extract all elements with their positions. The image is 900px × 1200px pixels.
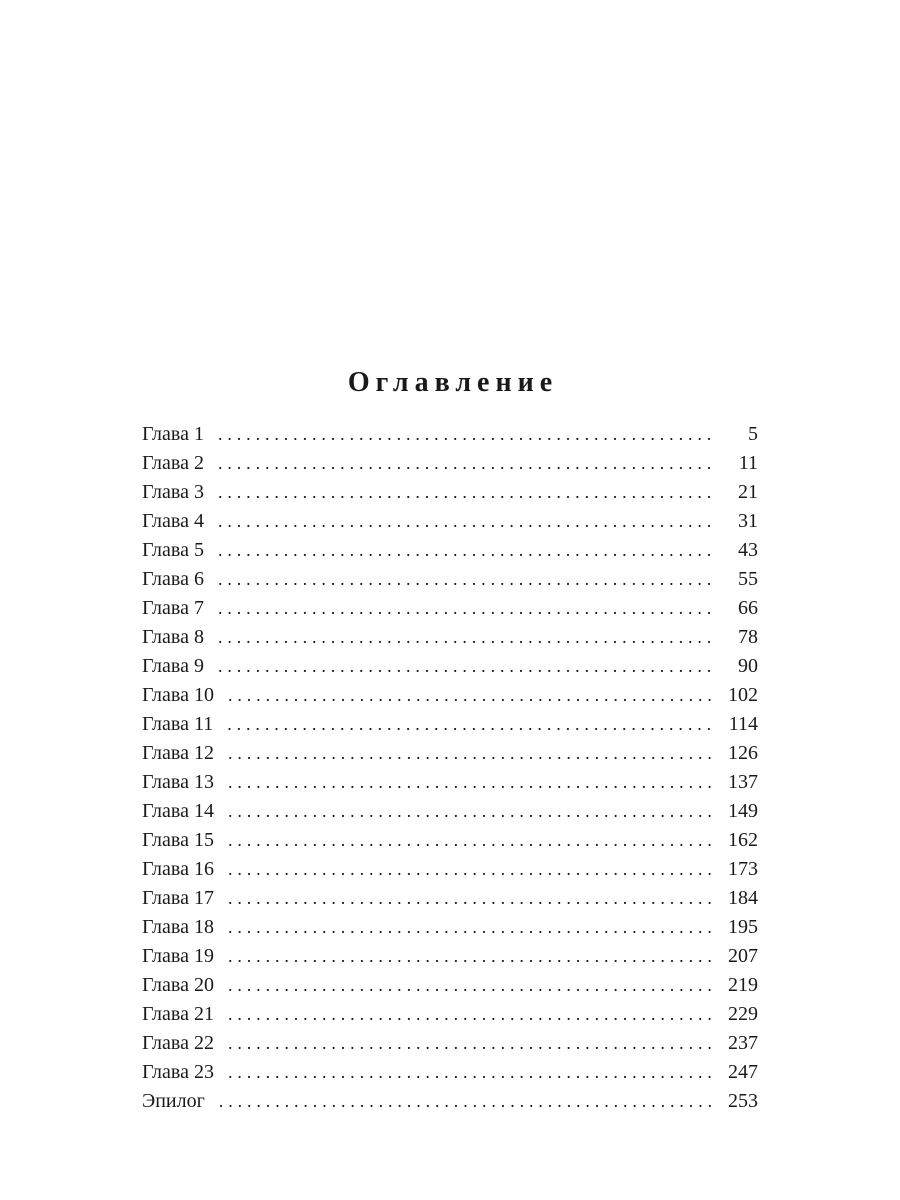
toc-entry-chapter: Глава 3 <box>142 481 204 503</box>
toc-entry <box>142 478 758 507</box>
toc-entry-chapter: Глава 12 <box>142 742 214 764</box>
toc-entry-page-number: 102 <box>728 684 758 706</box>
toc-entry-chapter: Глава 1 <box>142 423 204 445</box>
toc-entry-chapter: Глава 16 <box>142 858 214 880</box>
toc-entry <box>142 1087 758 1116</box>
toc-entry-chapter: Глава 14 <box>142 800 214 822</box>
toc-entry-chapter: Глава 11 <box>142 713 214 735</box>
toc-entry-chapter: Глава 18 <box>142 916 214 938</box>
toc-entry-dot-leader <box>218 565 712 594</box>
toc-entry-page-number: 31 <box>738 510 758 532</box>
toc-entry-page-number: 66 <box>738 597 758 619</box>
toc-entry <box>142 913 758 942</box>
toc-entry-page-number: 5 <box>748 423 758 445</box>
toc-entry <box>142 739 758 768</box>
toc-entry-page-number: 21 <box>738 481 758 503</box>
toc-entry-dot-leader <box>228 681 712 710</box>
toc-entry-chapter: Глава 5 <box>142 539 204 561</box>
toc-entry-page-number: 114 <box>728 713 758 735</box>
toc-entry <box>142 942 758 971</box>
toc-entry-page-number: 11 <box>738 452 758 474</box>
toc-entry-dot-leader <box>218 478 712 507</box>
toc-entry-page-number: 162 <box>728 829 758 851</box>
toc-entry <box>142 710 758 739</box>
toc-entry-dot-leader <box>228 942 712 971</box>
toc-entry-dot-leader <box>218 507 712 536</box>
toc-entry <box>142 1029 758 1058</box>
toc-entry-page-number: 55 <box>738 568 758 590</box>
toc-entry-page-number: 78 <box>738 626 758 648</box>
toc-entry-chapter: Эпилог <box>142 1090 205 1112</box>
toc-title: Оглавление <box>347 366 559 398</box>
toc-entry <box>142 594 758 623</box>
toc-entry-page-number: 219 <box>728 974 758 996</box>
toc-entry-dot-leader <box>228 739 712 768</box>
toc-entry-page-number: 237 <box>728 1032 758 1054</box>
toc-entry-dot-leader <box>228 1000 712 1029</box>
toc-entry <box>142 536 758 565</box>
toc-entry-page-number: 137 <box>728 771 758 793</box>
toc-entry-chapter: Глава 8 <box>142 626 204 648</box>
toc-entry <box>142 1058 758 1087</box>
toc-entry-dot-leader <box>228 797 712 826</box>
toc-entry-page-number: 195 <box>728 916 758 938</box>
toc-entry-chapter: Глава 22 <box>142 1032 214 1054</box>
toc-entry-dot-leader <box>228 826 712 855</box>
toc-entry <box>142 565 758 594</box>
toc-entry-page-number: 207 <box>728 945 758 967</box>
toc-entry-dot-leader <box>228 971 712 1000</box>
toc-entry <box>142 681 758 710</box>
toc-entry-chapter: Глава 10 <box>142 684 214 706</box>
toc-entry <box>142 652 758 681</box>
toc-entry-dot-leader <box>218 420 712 449</box>
toc-entry-page-number: 173 <box>728 858 758 880</box>
toc-entry-chapter: Глава 7 <box>142 597 204 619</box>
toc-entry <box>142 507 758 536</box>
toc-entry <box>142 797 758 826</box>
toc-entry-chapter: Глава 23 <box>142 1061 214 1083</box>
toc-entry-page-number: 126 <box>728 742 758 764</box>
toc-entry-dot-leader <box>228 768 712 797</box>
toc-entry <box>142 420 758 449</box>
toc-entry-chapter: Глава 6 <box>142 568 204 590</box>
toc-entry-chapter: Глава 4 <box>142 510 204 532</box>
toc-entry-dot-leader <box>228 1058 712 1087</box>
toc-entry <box>142 1000 758 1029</box>
toc-entry-page-number: 149 <box>728 800 758 822</box>
toc-entry-chapter: Глава 9 <box>142 655 204 677</box>
toc-entry-page-number: 184 <box>728 887 758 909</box>
toc-entry <box>142 623 758 652</box>
toc-entry <box>142 449 758 478</box>
toc-entry <box>142 884 758 913</box>
toc-entry-dot-leader <box>218 594 712 623</box>
toc-entry-dot-leader <box>228 855 712 884</box>
toc-entry-dot-leader <box>218 623 712 652</box>
toc-entry-page-number: 253 <box>728 1090 758 1112</box>
toc-entry-page-number: 229 <box>728 1003 758 1025</box>
toc-entry-page-number: 43 <box>738 539 758 561</box>
toc-list <box>142 420 758 1116</box>
toc-entry-dot-leader <box>219 1087 712 1116</box>
toc-entry-chapter: Глава 13 <box>142 771 214 793</box>
toc-entry <box>142 855 758 884</box>
toc-entry-chapter: Глава 2 <box>142 452 204 474</box>
toc-entry-chapter: Глава 20 <box>142 974 214 996</box>
toc-entry-chapter: Глава 19 <box>142 945 214 967</box>
toc-entry-dot-leader <box>218 652 712 681</box>
toc-entry-page-number: 90 <box>738 655 758 677</box>
toc-entry-dot-leader <box>218 536 712 565</box>
toc-entry-dot-leader <box>228 884 712 913</box>
toc-entry-page-number: 247 <box>728 1061 758 1083</box>
toc-entry-chapter: Глава 15 <box>142 829 214 851</box>
toc-entry-chapter: Глава 17 <box>142 887 214 909</box>
toc-entry <box>142 768 758 797</box>
toc-entry-dot-leader <box>227 710 712 739</box>
toc-entry-dot-leader <box>228 913 712 942</box>
toc-entry-dot-leader <box>218 449 712 478</box>
toc-entry <box>142 826 758 855</box>
toc-entry <box>142 971 758 1000</box>
toc-entry-chapter: Глава 21 <box>142 1003 214 1025</box>
toc-entry-dot-leader <box>228 1029 712 1058</box>
